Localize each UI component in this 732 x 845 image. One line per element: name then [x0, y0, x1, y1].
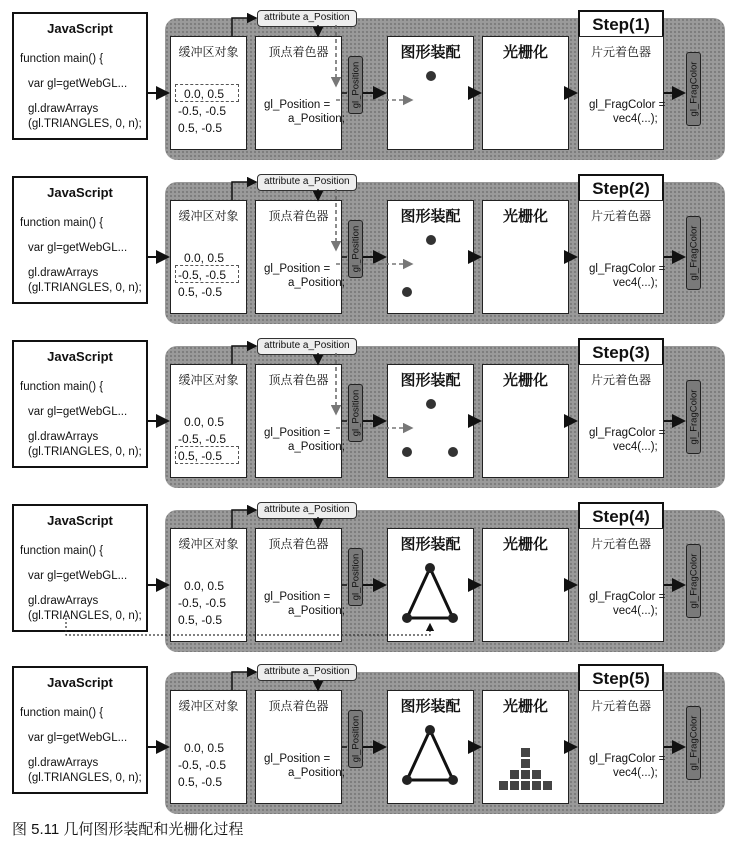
- raster-fragment: [521, 781, 530, 790]
- gl-position-text: gl_Position: [350, 553, 361, 601]
- fragment-code-line2: vec4(...);: [613, 605, 658, 617]
- code-line-triangles: (gl.TRIANGLES, 0, n);: [28, 610, 142, 622]
- step-label: Step(1): [578, 10, 664, 40]
- vertex-shader-title: 顶点着色器: [268, 537, 329, 551]
- code-line-drawarrays: gl.drawArrays: [28, 267, 99, 279]
- buffer-row-2: -0.5, -0.5: [178, 758, 227, 772]
- rasterization-title: 光栅化: [502, 536, 548, 553]
- code-line-getwebgl: var gl=getWebGL...: [28, 732, 128, 744]
- fragment-code-line2: vec4(...);: [613, 441, 658, 453]
- arrow-buffer-to-attribute: [232, 672, 256, 690]
- buffer-object-title: 缓冲区对象: [178, 699, 239, 713]
- vertex-point: [425, 725, 435, 735]
- fragment-code-line2: vec4(...);: [613, 767, 658, 779]
- code-line-function: function main() {: [20, 53, 104, 65]
- step-label: Step(4): [578, 502, 664, 532]
- fragment-code-line1: gl_FragColor =: [589, 591, 666, 603]
- attribute-a-position-label: attribute a_Position: [257, 502, 357, 519]
- primitive-assembly-title: 图形装配: [400, 698, 461, 715]
- attribute-a-position-label: attribute a_Position: [257, 174, 357, 191]
- buffer-object-title: 缓冲区对象: [178, 45, 239, 59]
- code-line-triangles: (gl.TRIANGLES, 0, n);: [28, 282, 142, 294]
- gl-fragcolor-text: gl_FragColor: [688, 61, 699, 117]
- assembled-triangle: [407, 730, 453, 780]
- vertex-shader-title: 顶点着色器: [268, 699, 329, 713]
- raster-fragment: [532, 781, 541, 790]
- buffer-row-1: 0.0, 0.5: [184, 87, 225, 101]
- fragment-code-line1: gl_FragColor =: [589, 99, 666, 111]
- raster-fragment: [499, 781, 508, 790]
- vertex-code-line2: a_Position;: [288, 767, 345, 779]
- buffer-row-2: -0.5, -0.5: [178, 596, 227, 610]
- buffer-object-title: 缓冲区对象: [178, 209, 239, 223]
- fragment-shader-title: 片元着色器: [590, 537, 651, 551]
- code-line-function: function main() {: [20, 217, 104, 229]
- buffer-row-1: 0.0, 0.5: [184, 415, 225, 429]
- raster-fragment: [510, 781, 519, 790]
- code-line-getwebgl: var gl=getWebGL...: [28, 242, 128, 254]
- fragment-code-line2: vec4(...);: [613, 113, 658, 125]
- buffer-row-3: 0.5, -0.5: [178, 613, 223, 627]
- gl-fragcolor-text: gl_FragColor: [688, 715, 699, 771]
- vertex-code-line2: a_Position;: [288, 113, 345, 125]
- vertex-point: [448, 775, 458, 785]
- raster-fragment: [532, 770, 541, 779]
- vertex-shader-title: 顶点着色器: [268, 373, 329, 387]
- rasterization-title: 光栅化: [502, 208, 548, 225]
- javascript-title: JavaScript: [47, 513, 113, 528]
- fragment-code-line1: gl_FragColor =: [589, 427, 666, 439]
- javascript-title: JavaScript: [47, 185, 113, 200]
- attribute-a-position-label: attribute a_Position: [257, 338, 357, 355]
- code-line-triangles: (gl.TRIANGLES, 0, n);: [28, 772, 142, 784]
- fragment-shader-title: 片元着色器: [590, 209, 651, 223]
- vertex-code-line1: gl_Position =: [264, 263, 331, 275]
- buffer-row-2: -0.5, -0.5: [178, 432, 227, 446]
- buffer-row-1: 0.0, 0.5: [184, 579, 225, 593]
- buffer-object-title: 缓冲区对象: [178, 373, 239, 387]
- vertex-shader-title: 顶点着色器: [268, 209, 329, 223]
- code-line-function: function main() {: [20, 381, 104, 393]
- buffer-row-3: 0.5, -0.5: [178, 285, 223, 299]
- rasterization-title: 光栅化: [502, 372, 548, 389]
- code-line-getwebgl: var gl=getWebGL...: [28, 570, 128, 582]
- rasterization-title: 光栅化: [502, 44, 548, 61]
- fragment-code-line2: vec4(...);: [613, 277, 658, 289]
- vertex-code-line1: gl_Position =: [264, 753, 331, 765]
- fragment-shader-title: 片元着色器: [590, 699, 651, 713]
- gl-position-text: gl_Position: [350, 225, 361, 273]
- fragment-code-line1: gl_FragColor =: [589, 753, 666, 765]
- primitive-assembly-title: 图形装配: [400, 208, 461, 225]
- code-line-getwebgl: var gl=getWebGL...: [28, 78, 128, 90]
- vertex-code-line1: gl_Position =: [264, 427, 331, 439]
- javascript-title: JavaScript: [47, 21, 113, 36]
- javascript-title: JavaScript: [47, 675, 113, 690]
- primitive-assembly-title: 图形装配: [400, 44, 461, 61]
- buffer-object-title: 缓冲区对象: [178, 537, 239, 551]
- attribute-a-position-label: attribute a_Position: [257, 10, 357, 27]
- primitive-assembly-title: 图形装配: [400, 372, 461, 389]
- fragment-shader-title: 片元着色器: [590, 373, 651, 387]
- code-line-drawarrays: gl.drawArrays: [28, 595, 99, 607]
- code-line-function: function main() {: [20, 707, 104, 719]
- gl-position-text: gl_Position: [350, 715, 361, 763]
- vertex-code-line2: a_Position;: [288, 277, 345, 289]
- gl-fragcolor-text: gl_FragColor: [688, 553, 699, 609]
- step-label: Step(2): [578, 174, 664, 204]
- vertex-code-line2: a_Position;: [288, 441, 345, 453]
- vertex-code-line2: a_Position;: [288, 605, 345, 617]
- vertex-point: [402, 775, 412, 785]
- step-label: Step(3): [578, 338, 664, 368]
- raster-fragment: [510, 770, 519, 779]
- fragment-shader-title: 片元着色器: [590, 45, 651, 59]
- fragment-code-line1: gl_FragColor =: [589, 263, 666, 275]
- buffer-row-3: 0.5, -0.5: [178, 449, 223, 463]
- rasterization-title: 光栅化: [502, 698, 548, 715]
- figure-caption: 图 5.11 几何图形装配和光栅化过程: [12, 821, 244, 838]
- gl-position-text: gl_Position: [350, 389, 361, 437]
- raster-fragment: [521, 748, 530, 757]
- gl-fragcolor-text: gl_FragColor: [688, 389, 699, 445]
- vertex-code-line1: gl_Position =: [264, 99, 331, 111]
- code-line-triangles: (gl.TRIANGLES, 0, n);: [28, 446, 142, 458]
- buffer-row-2: -0.5, -0.5: [178, 104, 227, 118]
- raster-fragment: [543, 781, 552, 790]
- raster-fragment: [521, 759, 530, 768]
- code-line-drawarrays: gl.drawArrays: [28, 103, 99, 115]
- code-line-function: function main() {: [20, 545, 104, 557]
- primitive-assembly-title: 图形装配: [400, 536, 461, 553]
- code-line-drawarrays: gl.drawArrays: [28, 431, 99, 443]
- gl-fragcolor-text: gl_FragColor: [688, 225, 699, 281]
- buffer-row-1: 0.0, 0.5: [184, 741, 225, 755]
- vertex-shader-title: 顶点着色器: [268, 45, 329, 59]
- buffer-row-2: -0.5, -0.5: [178, 268, 227, 282]
- buffer-row-3: 0.5, -0.5: [178, 775, 223, 789]
- javascript-title: JavaScript: [47, 349, 113, 364]
- code-line-getwebgl: var gl=getWebGL...: [28, 406, 128, 418]
- buffer-row-1: 0.0, 0.5: [184, 251, 225, 265]
- code-line-triangles: (gl.TRIANGLES, 0, n);: [28, 118, 142, 130]
- gl-position-text: gl_Position: [350, 61, 361, 109]
- raster-fragment: [521, 770, 530, 779]
- vertex-code-line1: gl_Position =: [264, 591, 331, 603]
- buffer-row-3: 0.5, -0.5: [178, 121, 223, 135]
- code-line-drawarrays: gl.drawArrays: [28, 757, 99, 769]
- step-label: Step(5): [578, 664, 664, 694]
- attribute-a-position-label: attribute a_Position: [257, 664, 357, 681]
